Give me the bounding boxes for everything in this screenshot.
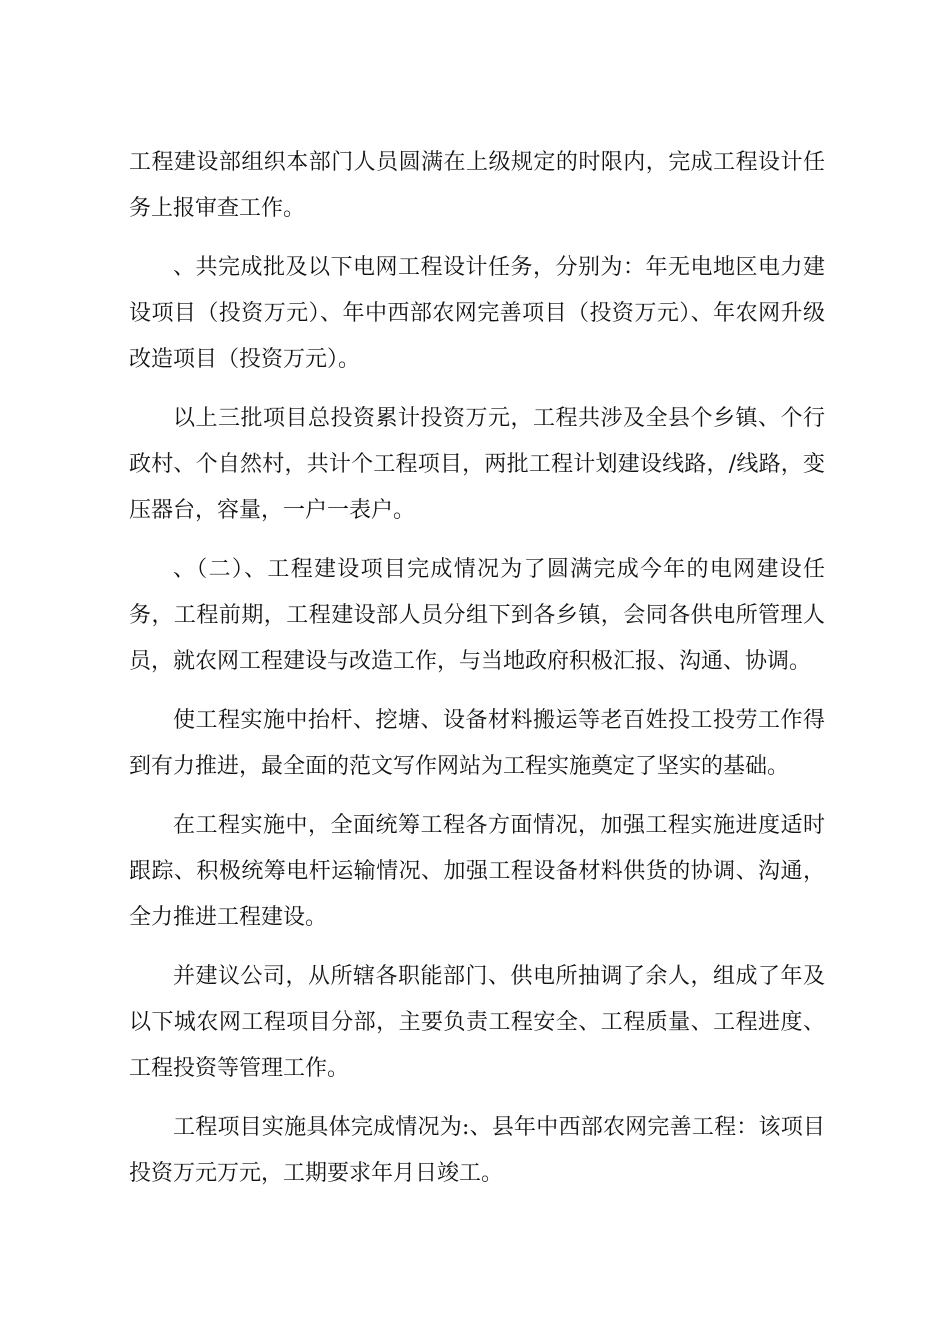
paragraph-5: 使工程实施中抬杆、挖塘、设备材料搬运等老百姓投工投劳工作得到有力推进，最全面的范文写作网站为工程实施奠定了坚实的基础。 <box>129 708 825 779</box>
paragraph-1: 工程建设部组织本部门人员圆满在上级规定的时限内，完成工程设计任务上报审查工作。 <box>129 150 825 221</box>
paragraph-3: 以上三批项目总投资累计投资万元，工程共涉及全县个乡镇、个行政村、个自然村，共计个工程项目，两批工程计划建设线路，/线路，变压器台，容量，一户一表户。 <box>129 406 825 523</box>
paragraph-7: 并建议公司，从所辖各职能部门、供电所抽调了余人，组成了年及以下城农网工程项目分部，主要负责工程安全、工程质量、工程进度、工程投资等管理工作。 <box>129 964 825 1081</box>
paragraph-8: 工程项目实施具体完成情况为:、县年中西部农网完善工程：该项目投资万元万元，工期要求年月日竣工。 <box>129 1115 825 1186</box>
paragraph-6: 在工程实施中，全面统筹工程各方面情况，加强工程实施进度适时跟踪、积极统筹电杆运输情况、加强工程设备材料供货的协调、沟通，全力推进工程建设。 <box>129 813 825 930</box>
paragraph-4: 、（二）、工程建设项目完成情况为了圆满完成今年的电网建设任务，工程前期，工程建设部人员分组下到各乡镇，会同各供电所管理人员，就农网工程建设与改造工作，与当地政府积极汇报、沟通、协调。 <box>129 557 825 674</box>
document-body <box>129 140 825 1210</box>
paragraph-2: 、共完成批及以下电网工程设计任务，分别为：年无电地区电力建设项目（投资万元）、年中西部农网完善项目（投资万元）、年农网升级改造项目（投资万元）。 <box>129 255 825 372</box>
